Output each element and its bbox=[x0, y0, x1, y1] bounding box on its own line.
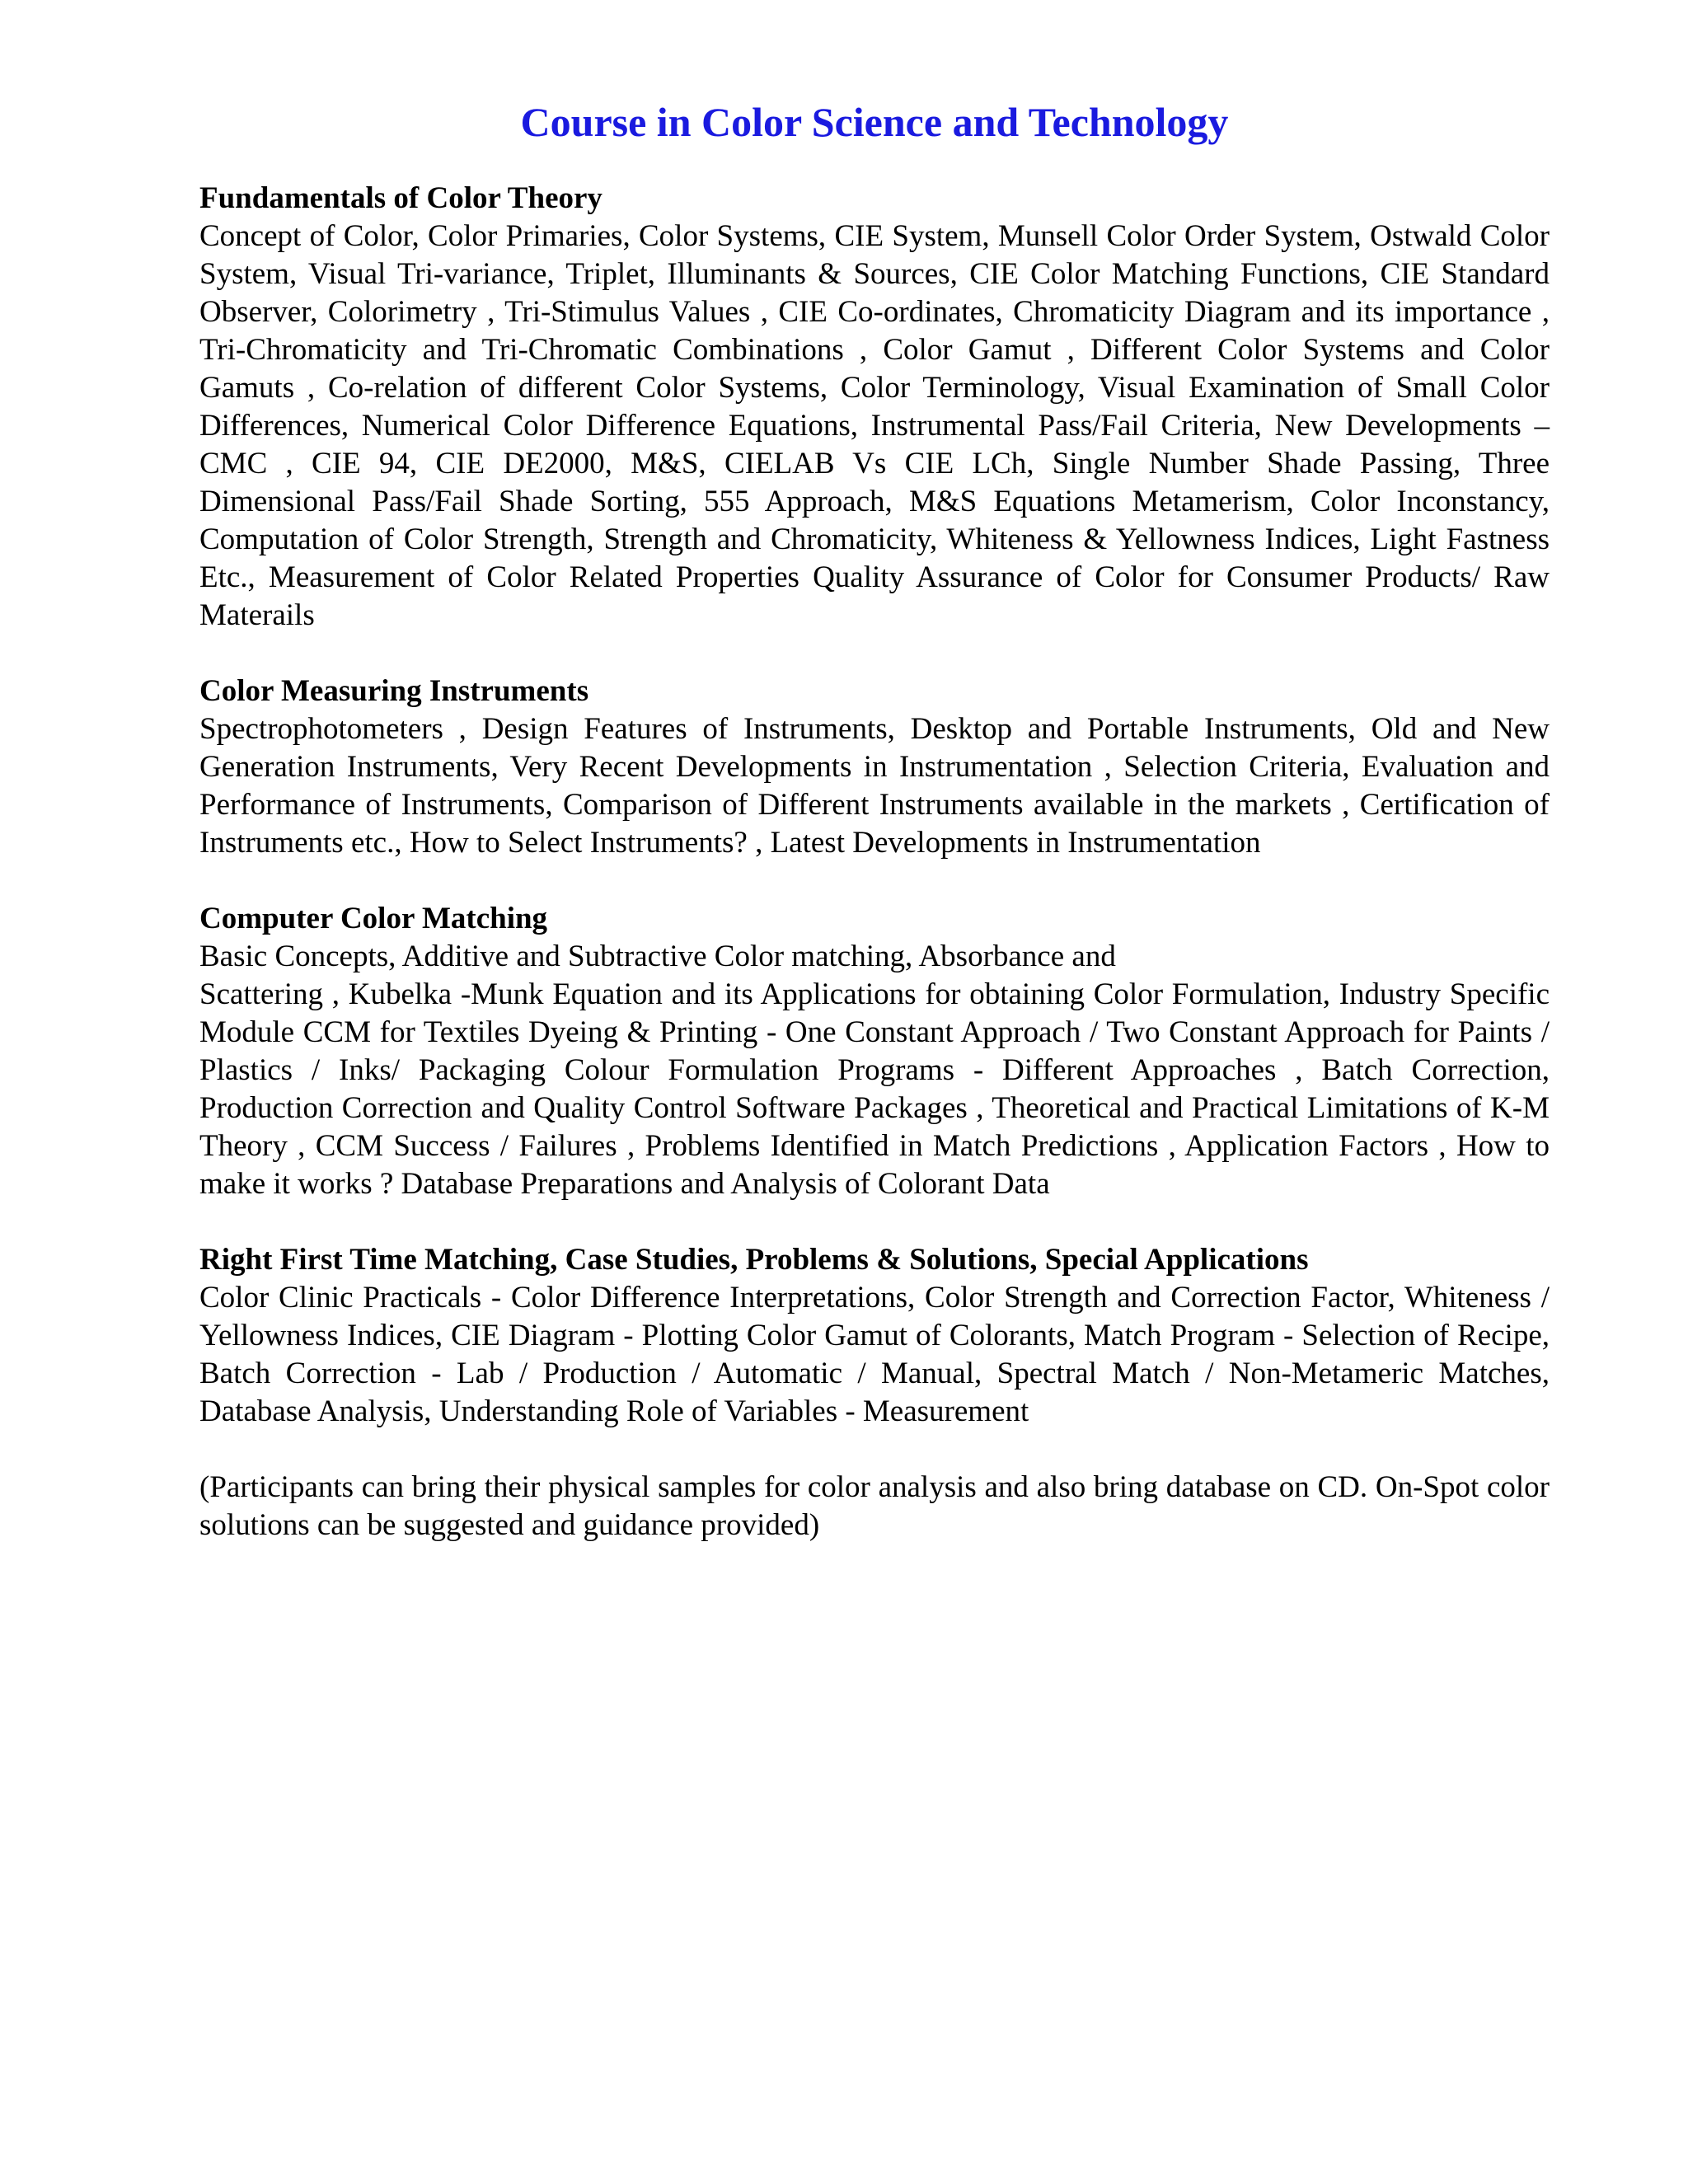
section-instruments bbox=[199, 673, 1550, 862]
section-body: Concept of Color, Color Primaries, Color Systems, CIE System, Munsell Color Order System, Ostwald Color System, Visual Tri-variance, Triplet, Illuminants & Sources, CIE Color Matching Functions, CIE Standard Observer, Colorimetry , Tri-Stimulus Values , CIE Co-ordinates, Chromaticity Diagram and its importance , Tri-Chromaticity and Tri-Chromatic Combinations , Color Gamut , Different Color Systems and Color Gamuts , Co-relation of different Color Systems, Color Terminology, Visual Examination of Small Color Differences, Numerical Color Difference Equations, Instrumental Pass/Fail Criteria, New Developments – CMC , CIE 94, CIE DE2000, M&S, CIELAB Vs CIE LCh, Single Number Shade Passing, Three Dimensional Pass/Fail Shade Sorting, 555 Approach, M&S Equations Metamerism, Color Inconstancy, Computation of Color Strength, Strength and Chromaticity, Whiteness & Yellowness Indices, Light Fastness Etc., Measurement of Color Related Properties Quality Assurance of Color for Consumer Products/ Raw Materails bbox=[199, 219, 1550, 632]
section-heading: Fundamentals of Color Theory bbox=[199, 181, 603, 215]
page-title: Course in Color Science and Technology bbox=[520, 99, 1229, 145]
section-right-first-time bbox=[199, 1241, 1550, 1431]
section-heading: Color Measuring Instruments bbox=[199, 674, 589, 708]
section-body: Color Clinic Practicals - Color Difference Interpretations, Color Strength and Correction Factor, Whiteness / Yellowness Indices, CIE Diagram - Plotting Color Gamut of Colorants, Match Program - Selection of Recipe, Batch Correction - Lab / Production / Automatic / Manual, Spectral Match / Non-Metameric Matches, Database Analysis, Understanding Role of Variables - Measurement bbox=[199, 1281, 1550, 1428]
section-body-first-line: Basic Concepts, Additive and Subtractive Color matching, Absorbance and bbox=[199, 940, 1116, 973]
section-heading: Computer Color Matching bbox=[199, 902, 548, 935]
section-body: Scattering , Kubelka -Munk Equation and its Applications for obtaining Color Formulation, Industry Specific Module CCM for Textiles Dyeing & Printing - One Constant Approach / Two Constant Approach for Paints / Plastics / Inks/ Packaging Colour Formulation Programs - Different Approaches , Batch Correction, Production Correction and Quality Control Software Packages , Theoretical and Practical Limitations of K-M Theory , CCM Success / Failures , Problems Identified in Match Predictions , Application Factors , How to make it works ? Database Preparations and Analysis of Colorant Data bbox=[199, 977, 1550, 1201]
section-body: Spectrophotometers , Design Features of Instruments, Desktop and Portable Instruments, Old and New Generation Instruments, Very Recent Developments in Instrumentation , Selection Criteria, Evaluation and Performance of Instruments, Comparison of Different Instruments available in the markets , Certification of Instruments etc., How to Select Instruments? , Latest Developments in Instrumentation bbox=[199, 712, 1550, 860]
document-page bbox=[199, 97, 1550, 1544]
section-ccm bbox=[199, 900, 1550, 1203]
section-fundamentals bbox=[199, 180, 1550, 635]
section-heading: Right First Time Matching, Case Studies, Problems & Solutions, Special Applications bbox=[199, 1243, 1309, 1277]
participants-note: (Participants can bring their physical samples for color analysis and also bring database on CD. On-Spot color solutions can be suggested and guidance provided) bbox=[199, 1470, 1550, 1542]
